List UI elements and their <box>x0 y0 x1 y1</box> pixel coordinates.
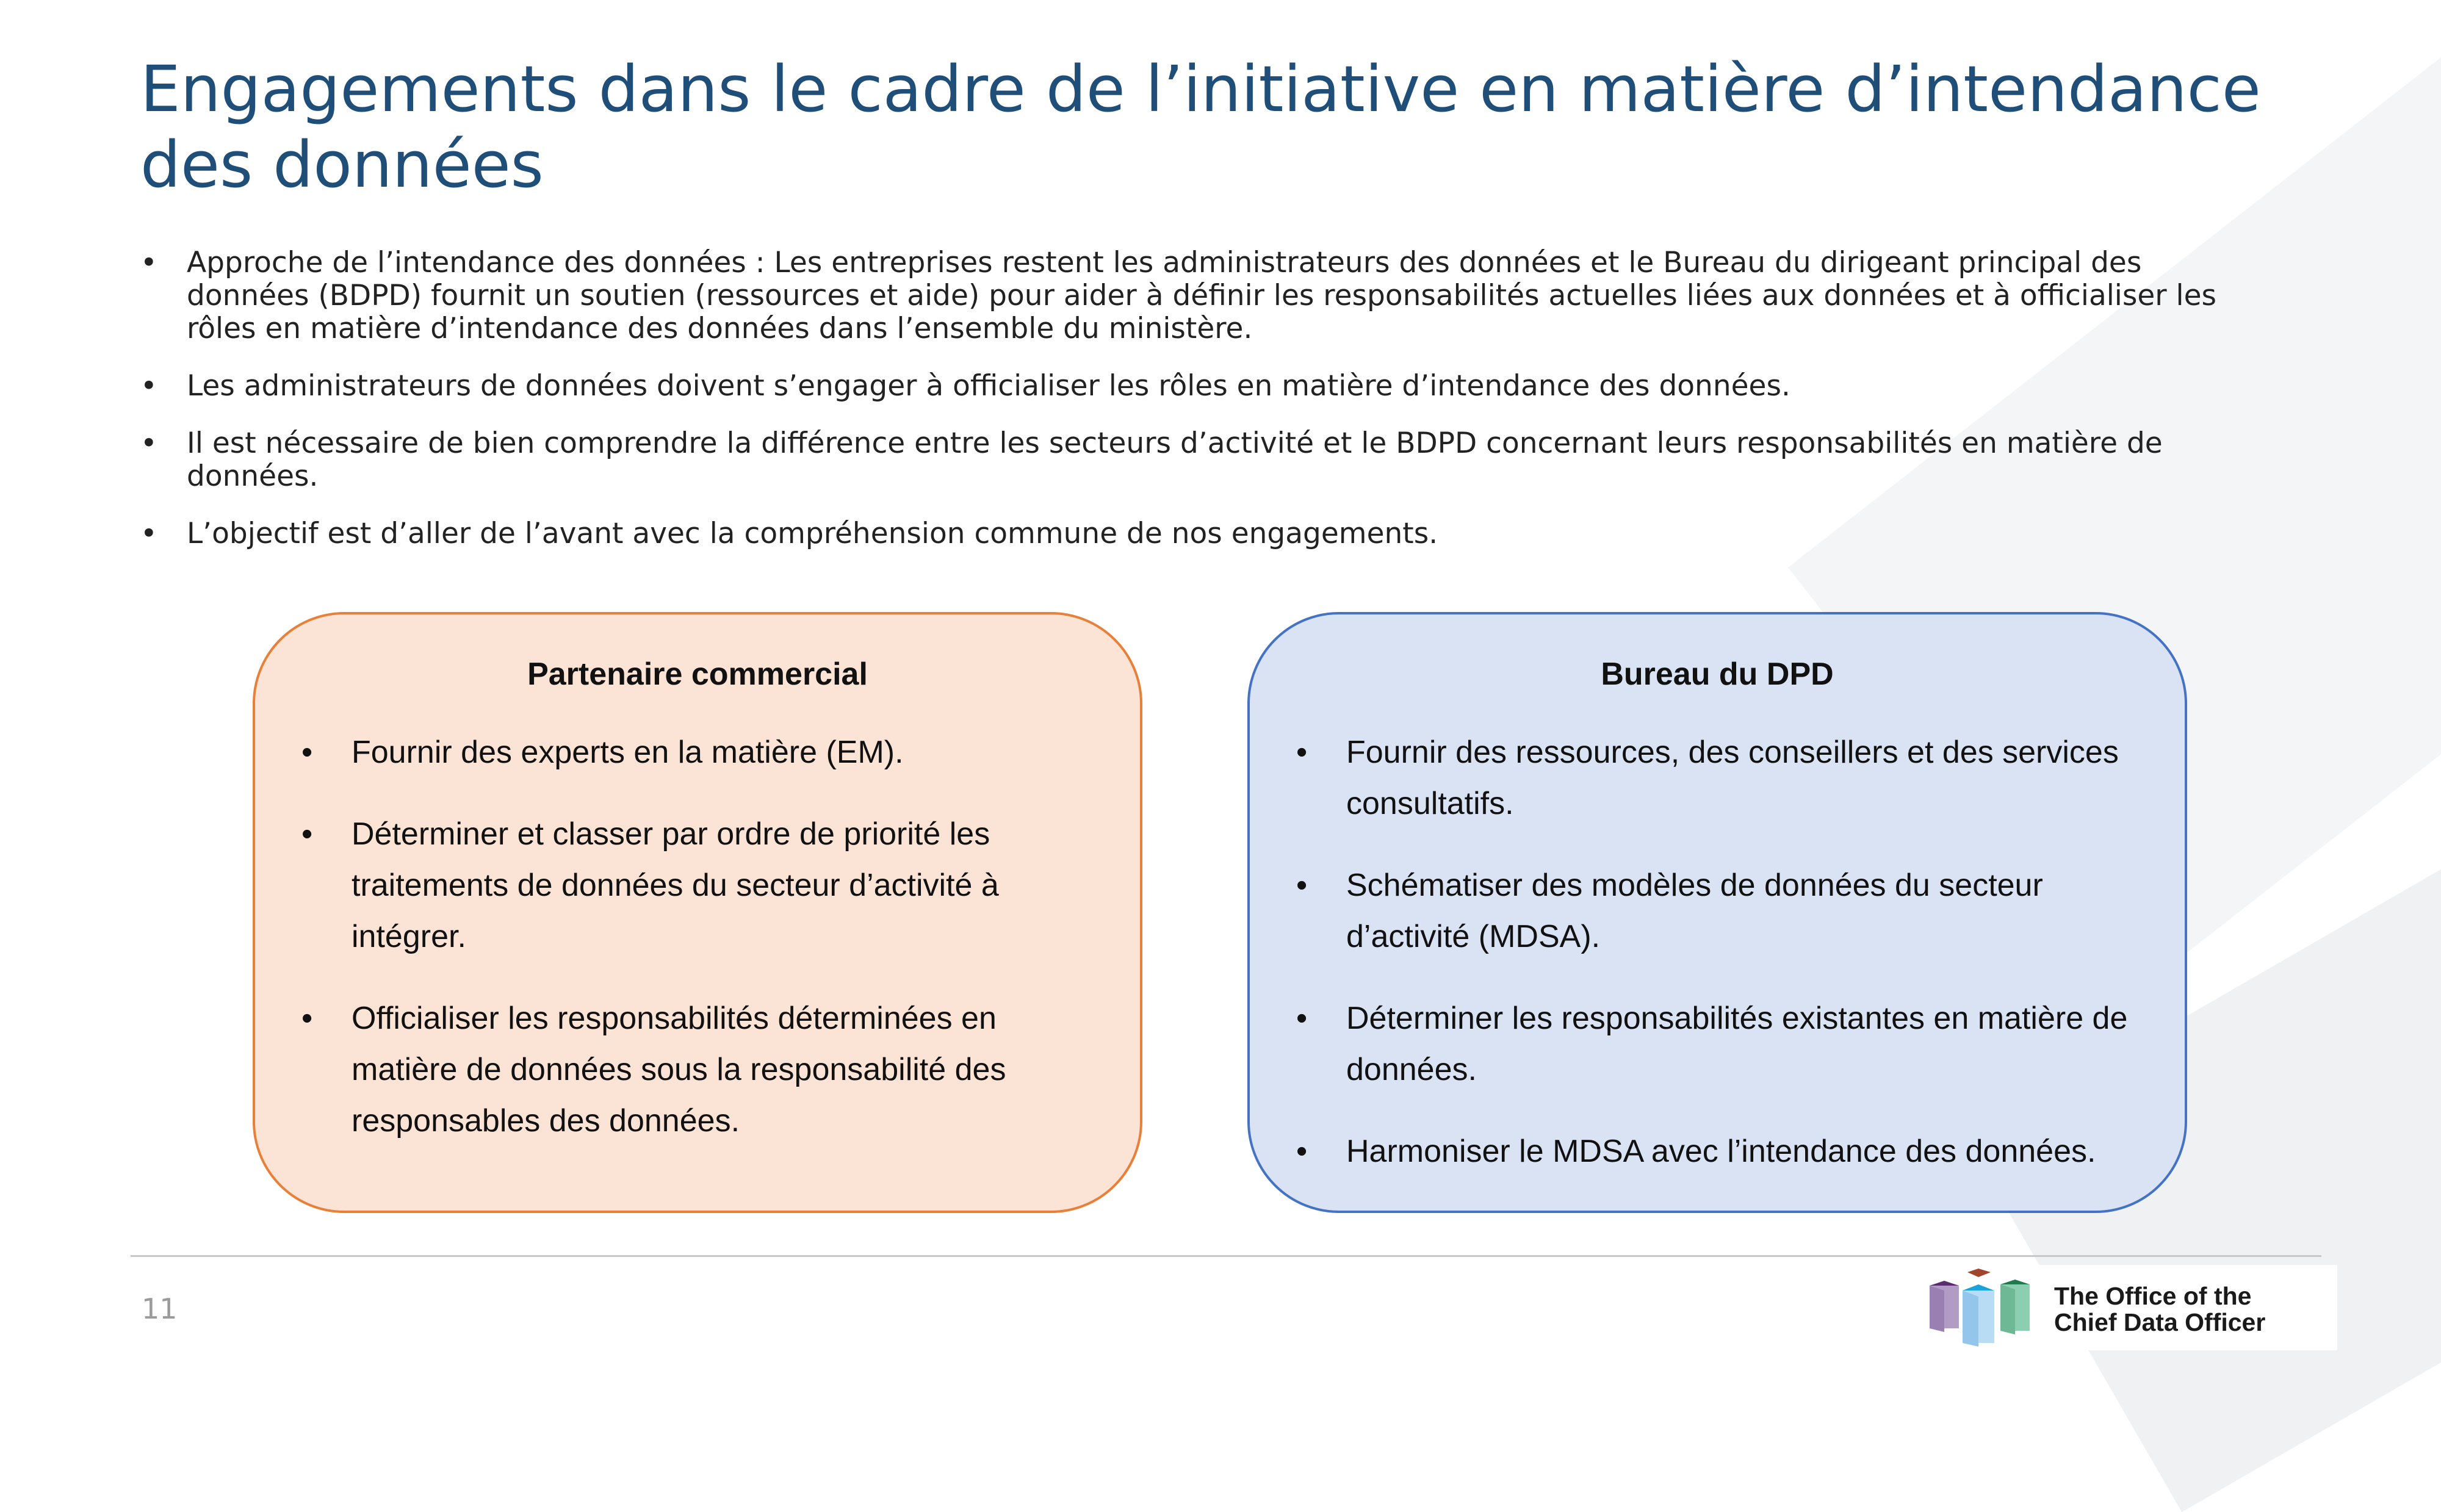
business-partner-item-text: Déterminer et classer par ordre de priorité les traitements de données du secteur d’activité à intégrer. <box>352 816 999 954</box>
bullet-icon: • <box>140 517 157 550</box>
bullet-icon: • <box>301 816 313 852</box>
logo-text <box>2054 1283 2265 1336</box>
cdo-office-item-text: Harmoniser le MDSA avec l’intendance des données. <box>1346 1134 2096 1169</box>
bullet-icon: • <box>301 1001 313 1036</box>
cdo-office-item <box>1296 993 2148 1095</box>
cdo-office-list <box>1296 727 2148 1208</box>
bullet-icon: • <box>1296 1134 1308 1169</box>
business-partner-item-text: Fournir des experts en la matière (EM). <box>352 735 904 770</box>
business-partner-list <box>301 727 1103 1177</box>
bullet-icon: • <box>140 369 157 403</box>
intro-bullet-item <box>140 517 2270 550</box>
page-number: 11 <box>142 1292 178 1325</box>
intro-bullet-text: Les administrateurs de données doivent s’engager à officialiser les rôles en matière d’intendance des données. <box>187 369 1790 403</box>
intro-bullet-text: Approche de l’intendance des données : Les entreprises restent les administrateurs des données et le Bureau du dirigeant principal des données (BDPD) fournit un soutien (ressources et aide) pour aider à définir les responsabilités actuelles liées aux données et à officialiser les rôles en matière d’intendance des données dans l’ensemble du ministère. <box>187 246 2216 345</box>
business-partner-item <box>301 993 1103 1147</box>
business-partner-item <box>301 727 1103 778</box>
intro-bullet-text: L’objectif est d’aller de l’avant avec la compréhension commune de nos engagements. <box>187 517 1438 550</box>
hexagon-cluster-logo-icon <box>1915 1267 2049 1348</box>
intro-bullet-list <box>140 247 2270 575</box>
bullet-icon: • <box>1296 735 1308 770</box>
bullet-icon: • <box>140 246 157 279</box>
intro-bullet-item <box>140 247 2270 345</box>
cdo-office-item <box>1296 1126 2148 1177</box>
cdo-office-title: Bureau du DPD <box>1601 657 1834 692</box>
bullet-icon: • <box>1296 1001 1308 1036</box>
cdo-office-item-text: Déterminer les responsabilités existantes en matière de données. <box>1346 1001 2128 1087</box>
bullet-icon: • <box>301 735 313 770</box>
bullet-icon: • <box>1296 868 1308 903</box>
intro-bullet-item <box>140 427 2270 493</box>
cdo-office-item <box>1296 860 2148 962</box>
logo-line-2: Chief Data Officer <box>2054 1308 2266 1336</box>
slide-title: Engagements dans le cadre de l’initiative en matière d’intendance des données <box>140 52 2261 202</box>
cdo-office-box <box>1247 612 2187 1213</box>
intro-bullet-item <box>140 370 2270 403</box>
business-partner-item-text: Officialiser les responsabilités déterminées en matière de données sous la responsabilité des responsables des données. <box>352 1001 1006 1139</box>
bullet-icon: • <box>140 427 157 460</box>
logo-line-1: The Office of the <box>2054 1282 2252 1310</box>
cdo-office-item-text: Fournir des ressources, des conseillers et des services consultatifs. <box>1346 735 2119 821</box>
business-partner-title: Partenaire commercial <box>527 657 868 692</box>
cdo-logo <box>1905 1265 2337 1350</box>
cdo-office-item-text: Schématiser des modèles de données du secteur d’activité (MDSA). <box>1346 868 2043 954</box>
business-partner-item <box>301 808 1103 962</box>
cdo-office-item <box>1296 727 2148 829</box>
footer-divider <box>131 1255 2321 1257</box>
business-partner-box <box>253 612 1142 1213</box>
intro-bullet-text: Il est nécessaire de bien comprendre la différence entre les secteurs d’activité et le BDPD concernant leurs responsabilités en matière de données. <box>187 427 2163 493</box>
